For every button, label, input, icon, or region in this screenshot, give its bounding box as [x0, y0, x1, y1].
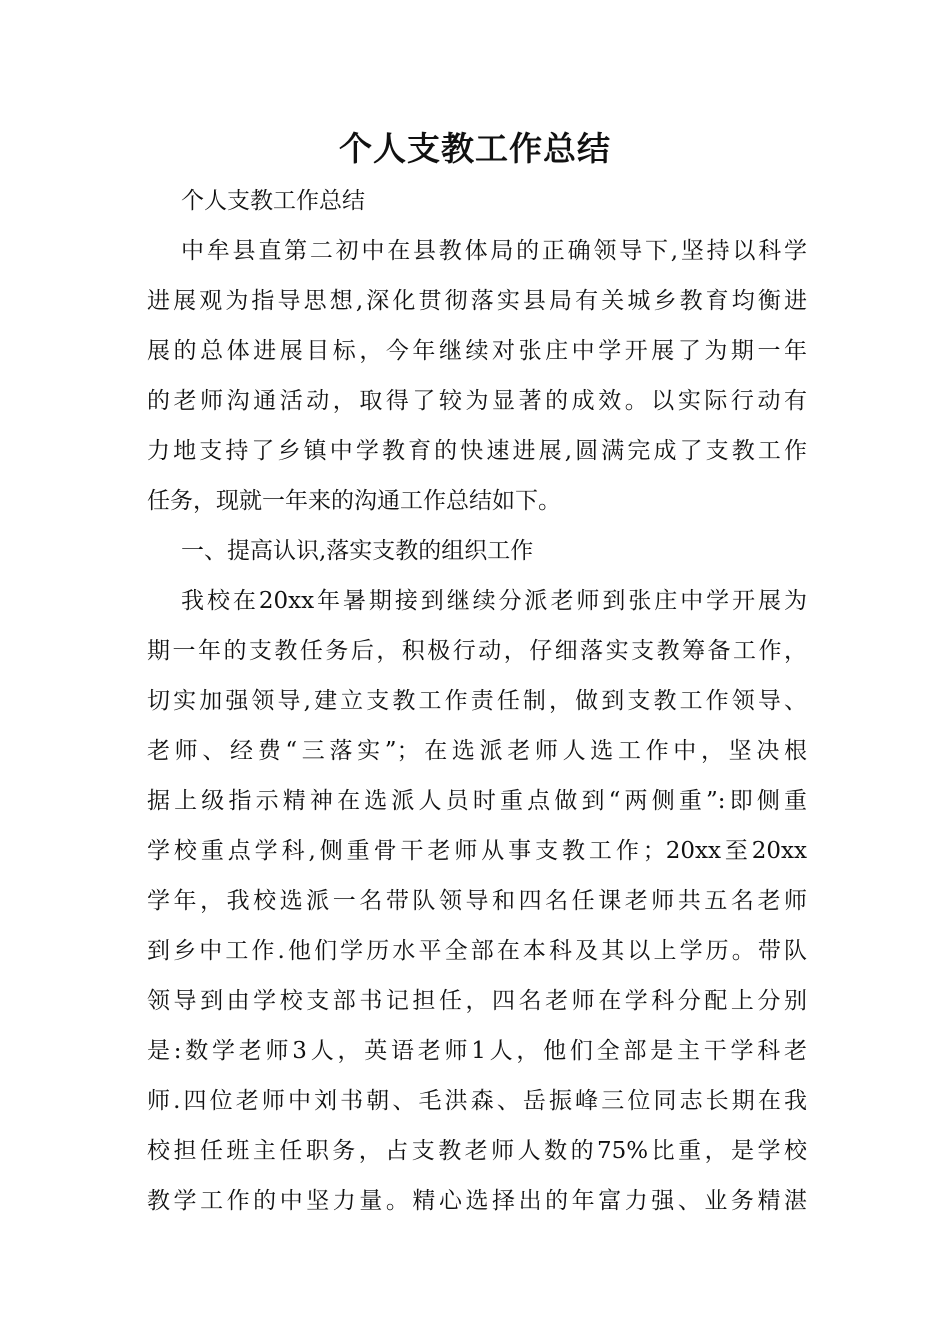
- paragraph-line: 进展观为指导思想,深化贯彻落实县局有关城乡教育均衡进: [147, 288, 807, 314]
- section-heading: 一、提高认识,落实支教的组织工作: [181, 538, 534, 564]
- paragraph-line: 领导到由学校支部书记担任，四名老师在学科分配上分别: [147, 988, 807, 1014]
- paragraph-line: 教学工作的中坚力量。精心选择出的年富力强、业务精湛: [147, 1188, 807, 1214]
- paragraph-line: 期一年的支教任务后，积极行动，仔细落实支教筹备工作，: [147, 638, 807, 664]
- document-title: 个人支教工作总结: [339, 129, 611, 168]
- paragraph-line: 的老师沟通活动，取得了较为显著的成效。以实际行动有: [147, 388, 807, 414]
- paragraph-line: 据上级指示精神在选派人员时重点做到“两侧重”:即侧重: [147, 788, 807, 814]
- paragraph-line: 是:数学老师3人，英语老师1人，他们全部是主干学科老: [147, 1038, 807, 1064]
- paragraph-line: 力地支持了乡镇中学教育的快速进展,圆满完成了支教工作: [147, 438, 807, 464]
- paragraph-line: 展的总体进展目标，今年继续对张庄中学开展了为期一年: [147, 338, 807, 364]
- document-body: [147, 176, 807, 1226]
- paragraph-line: 中牟县直第二初中在县教体局的正确领导下,坚持以科学: [181, 238, 807, 264]
- paragraph-line: 学年，我校选派一名带队领导和四名任课老师共五名老师: [147, 888, 807, 914]
- subtitle-line: 个人支教工作总结: [181, 188, 365, 214]
- paragraph-line: 我校在20xx年暑期接到继续分派老师到张庄中学开展为: [181, 588, 807, 614]
- paragraph-line: 到乡中工作.他们学历水平全部在本科及其以上学历。带队: [147, 938, 807, 964]
- paragraph-line: 切实加强领导,建立支教工作责任制，做到支教工作领导、: [147, 688, 807, 714]
- paragraph-line: 任务，现就一年来的沟通工作总结如下。: [147, 488, 561, 514]
- paragraph-line: 校担任班主任职务，占支教老师人数的75%比重，是学校: [147, 1138, 807, 1164]
- paragraph-line: 老师、经费“三落实”；在选派老师人选工作中，坚决根: [147, 738, 807, 764]
- paragraph-line: 师.四位老师中刘书朝、毛洪森、岳振峰三位同志长期在我: [147, 1088, 807, 1114]
- paragraph-line: 学校重点学科,侧重骨干老师从事支教工作；20xx至20xx: [147, 838, 807, 864]
